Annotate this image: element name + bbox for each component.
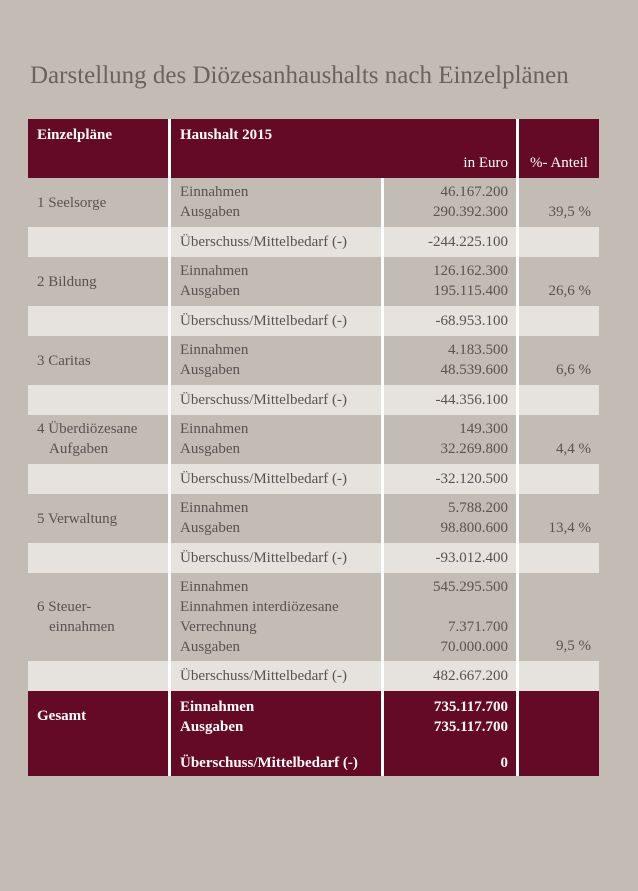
balance-value: -44.356.100: [384, 385, 519, 415]
header-budget: Haushalt 2015: [171, 119, 384, 178]
balance-label: Überschuss/Mittelbedarf (-): [171, 661, 384, 691]
plan-name: 4 Überdiözesane Aufgaben: [28, 415, 171, 464]
row-share: 39,5 %: [519, 178, 599, 227]
row-labels: Einnahmen Ausgaben: [171, 415, 384, 464]
header-plan: Einzelpläne: [28, 119, 171, 178]
total-values: 735.117.700 735.117.700 0: [384, 691, 519, 776]
row-share: 4,4 %: [519, 415, 599, 464]
row-share: 26,6 %: [519, 257, 599, 306]
balance-label: Überschuss/Mittelbedarf (-): [171, 385, 384, 415]
balance-value: -244.225.100: [384, 227, 519, 257]
row-values: 46.167.200 290.392.300: [384, 178, 519, 227]
row-labels: Einnahmen Einnahmen interdiözesane Verrechnung Ausgaben: [171, 573, 384, 661]
balance-value: -93.012.400: [384, 543, 519, 573]
row-share: 9,5 %: [519, 573, 599, 661]
plan-name: 2 Bildung: [28, 257, 171, 306]
plan-name: 1 Seelsorge: [28, 178, 171, 227]
balance-label: Überschuss/Mittelbedarf (-): [171, 306, 384, 336]
row-values: 5.788.200 98.800.600: [384, 494, 519, 543]
row-values: 4.183.500 48.539.600: [384, 336, 519, 385]
row-labels: Einnahmen Ausgaben: [171, 257, 384, 306]
balance-label: Überschuss/Mittelbedarf (-): [171, 227, 384, 257]
row-labels: Einnahmen Ausgaben: [171, 178, 384, 227]
page-title: Darstellung des Diözesanhaushalts nach Einzelplänen: [30, 62, 569, 89]
row-values: 126.162.300 195.115.400: [384, 257, 519, 306]
balance-value: -32.120.500: [384, 464, 519, 494]
header-share: %- Anteil: [519, 119, 599, 178]
balance-label: Überschuss/Mittelbedarf (-): [171, 464, 384, 494]
plan-name: 6 Steuer- einnahmen: [28, 573, 171, 661]
row-values: 545.295.500 7.371.700 70.000.000: [384, 573, 519, 661]
budget-table: [28, 119, 601, 776]
row-values: 149.300 32.269.800: [384, 415, 519, 464]
balance-label: Überschuss/Mittelbedarf (-): [171, 543, 384, 573]
total-labels: Einnahmen Ausgaben Überschuss/Mittelbedarf (-): [171, 691, 384, 776]
balance-value: 482.667.200: [384, 661, 519, 691]
plan-name: 5 Verwaltung: [28, 494, 171, 543]
row-labels: Einnahmen Ausgaben: [171, 336, 384, 385]
row-share: 6,6 %: [519, 336, 599, 385]
row-share: 13,4 %: [519, 494, 599, 543]
header-euro: in Euro: [384, 119, 519, 178]
row-labels: Einnahmen Ausgaben: [171, 494, 384, 543]
total-name: Gesamt: [28, 691, 171, 776]
plan-name: 3 Caritas: [28, 336, 171, 385]
balance-value: -68.953.100: [384, 306, 519, 336]
